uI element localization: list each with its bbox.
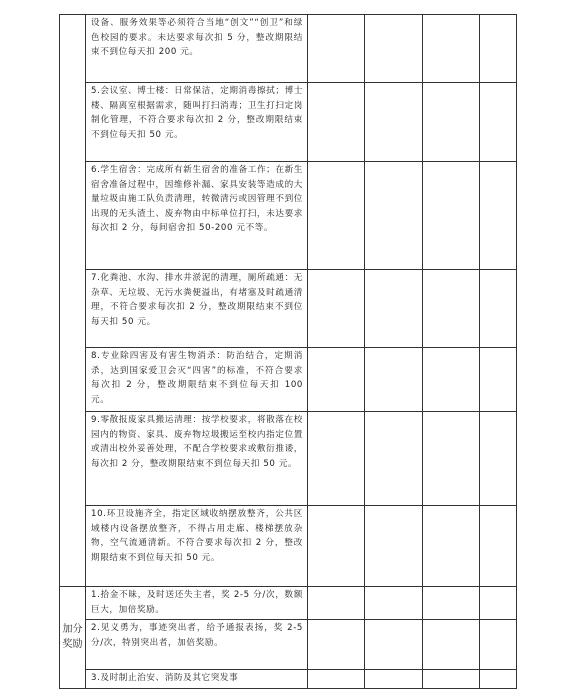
score-cell <box>480 348 517 412</box>
table-row <box>60 348 517 412</box>
score-cell <box>365 506 423 587</box>
criteria-text: 9.零散报废家具搬运清理：按学校要求，将散落在校园内的物资、家具、废弃物垃圾搬运至校内指定位置或清出校外妥善处理，不配合学校要求或敷衍推诿，每次扣 2 分，整改期限结束不到位每天扣 50 元。 <box>91 415 303 469</box>
table-row <box>60 15 517 83</box>
score-cell <box>480 620 517 670</box>
table-row <box>60 587 517 620</box>
score-cell <box>365 162 423 270</box>
score-cell <box>365 587 423 620</box>
criteria-text: 7.化粪池、水沟、排水井淤泥的清理，厕所疏通：无杂草、无垃圾、无污水粪便溢出，有堵塞及时疏通清理，不符合要求每次扣 2 分，整改期限结束不到位每天扣 50 元。 <box>91 273 303 327</box>
criteria-text: 2.见义勇为，事迹突出者，给予通报表扬，奖 2-5 分/次，特别突出者，加倍奖励。 <box>91 623 303 648</box>
score-cell <box>308 162 365 270</box>
bonus-category-cell: 加分奖励 <box>60 587 86 689</box>
criteria-cell <box>86 620 308 670</box>
score-cell <box>480 270 517 348</box>
score-cell <box>423 587 480 620</box>
score-cell <box>423 83 480 162</box>
score-cell <box>308 270 365 348</box>
score-cell <box>308 670 365 689</box>
category-cell <box>60 15 86 587</box>
score-cell <box>423 670 480 689</box>
criteria-text: 3.及时制止治安、消防及其它突发事 <box>91 673 239 683</box>
score-cell <box>308 348 365 412</box>
criteria-cell <box>86 15 308 83</box>
table-row <box>60 620 517 670</box>
score-cell <box>365 83 423 162</box>
table-row <box>60 83 517 162</box>
score-cell <box>365 412 423 506</box>
score-cell <box>480 670 517 689</box>
criteria-text: 设备、服务效果等必须符合当地“创文”“创卫”和绿色校园的要求。未达要求每次扣 5 分，整改期限结束不到位每天扣 200 元。 <box>91 18 303 57</box>
criteria-text: 8.专业除四害及有害生物消杀：防治结合，定期消杀，达到国家爱卫会灭“四害”的标准，不符合要求每次扣 2 分，整改期限结束不到位每天扣 100 元。 <box>91 351 303 405</box>
score-cell <box>365 270 423 348</box>
criteria-cell <box>86 348 308 412</box>
criteria-cell <box>86 412 308 506</box>
criteria-text: 10.环卫设施齐全，指定区域收纳摆放整齐，公共区域楼内设备摆放整齐，不得占用走廊、楼梯摆放杂物，空气流通清新。不符合要求每次扣 2 分，整改期限结束不到位每天扣 50 元。 <box>91 509 303 563</box>
criteria-cell <box>86 162 308 270</box>
score-cell <box>480 15 517 83</box>
criteria-cell <box>86 506 308 587</box>
score-cell <box>365 348 423 412</box>
score-cell <box>480 412 517 506</box>
table-row <box>60 670 517 689</box>
score-cell <box>423 620 480 670</box>
score-cell <box>480 506 517 587</box>
score-cell <box>423 270 480 348</box>
score-cell <box>308 412 365 506</box>
criteria-text: 6.学生宿舍：完成所有新生宿舍的准备工作；在新生宿舍准备过程中，因维修补漏、家具安装等造成的大量垃圾由施工队负责清理，转微清污或因管理不到位出现的无头渣土、废弃物由中标单位打扫，未达要求每次扣 2 分，每间宿舍扣 50-200 元不等。 <box>91 165 303 233</box>
table-row <box>60 162 517 270</box>
evaluation-table <box>59 14 517 689</box>
score-cell <box>308 587 365 620</box>
score-cell <box>365 620 423 670</box>
table-row <box>60 270 517 348</box>
score-cell <box>423 412 480 506</box>
score-cell <box>308 506 365 587</box>
table-row <box>60 506 517 587</box>
score-cell <box>308 83 365 162</box>
score-cell <box>480 587 517 620</box>
score-cell <box>423 15 480 83</box>
score-cell <box>423 506 480 587</box>
score-cell <box>365 15 423 83</box>
table-row <box>60 412 517 506</box>
criteria-cell <box>86 270 308 348</box>
score-cell <box>480 83 517 162</box>
criteria-cell <box>86 670 308 689</box>
score-cell <box>423 348 480 412</box>
score-cell <box>365 670 423 689</box>
score-cell <box>308 620 365 670</box>
criteria-text: 1.拾金不昧，及时送还失主者，奖 2-5 分/次，数额巨大，加倍奖励。 <box>91 590 303 615</box>
score-cell <box>423 162 480 270</box>
score-cell <box>308 15 365 83</box>
criteria-cell <box>86 83 308 162</box>
criteria-cell <box>86 587 308 620</box>
score-cell <box>480 162 517 270</box>
criteria-text: 5.会议室、博士楼：日常保洁，定期消毒擦拭；博士楼、隔离室根据需求，随叫打扫消毒；卫生打扫定岗制化管理，不符合要求每次扣 2 分，整改期限结束不到位每天扣 50 元。 <box>91 86 303 140</box>
